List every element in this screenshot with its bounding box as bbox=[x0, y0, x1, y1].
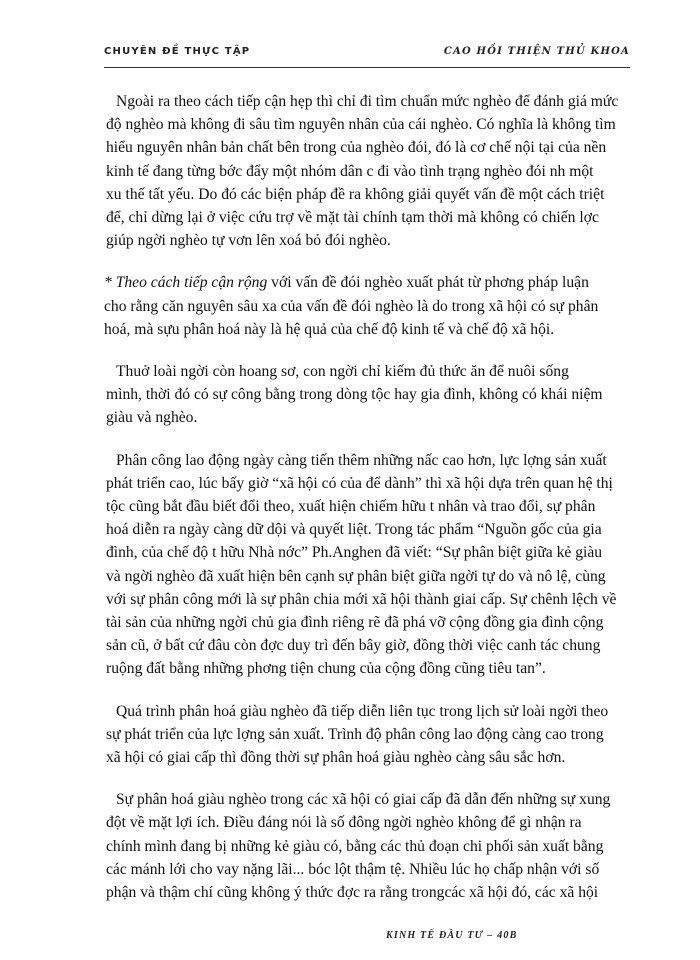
document-body bbox=[106, 80, 632, 923]
paragraph-line: đình, của chế độ t hữu Nhà nớc” Ph.Anghen đã viết: “Sự phân biệt giữa kẻ giàu bbox=[106, 544, 603, 562]
paragraph-line: mình, thời đó có sự công bằng trong dòng tộc hay gia đình, không có khái niệm bbox=[106, 386, 603, 404]
paragraph-line: tộc cũng bắt đầu biết đổi theo, xuất hiện chiếm hữu t nhân và trao đổi, sự phân bbox=[106, 498, 596, 516]
paragraph-line: giúp ngời nghèo tự vơn lên xoá bỏ đói nghèo. bbox=[106, 232, 391, 250]
header-rule bbox=[104, 67, 630, 68]
paragraph-line: chính mình đang bị những kẻ giàu có, bằng các thủ đoạn chi phối sản xuất bằng bbox=[106, 837, 604, 855]
paragraph-line: Thuở loài ngời còn hoang sơ, con ngời chỉ kiếm đủ thức ăn để nuôi sống bbox=[116, 363, 569, 381]
paragraph-3 bbox=[106, 360, 632, 430]
paragraph-line: và ngời nghèo đã xuất hiện bên cạnh sự phân biệt giữa ngời tự do và nô lệ, cùng bbox=[106, 567, 606, 585]
paragraph-2 bbox=[104, 271, 632, 341]
header-left-title: CHUYÊN ĐỀ THỰC TẬP bbox=[104, 46, 251, 57]
paragraph-line: hoá, mà sựu phân hoá này là hệ quả của chế độ kinh tế và chế độ xã hội. bbox=[104, 320, 555, 338]
paragraph-line: độ nghèo mà không đi sâu tìm nguyên nhân của cái nghèo. Có nghĩa là không tìm bbox=[106, 116, 616, 134]
paragraph-line: Ngoài ra theo cách tiếp cận hẹp thì chỉ đi tìm chuẩn mức nghèo để đánh giá mức bbox=[116, 93, 619, 110]
paragraph-line: hiểu nguyên nhân bản chất bên trong của nghèo đói, đó là cơ chế nội tại của nền bbox=[106, 139, 607, 157]
paragraph-5 bbox=[106, 700, 632, 770]
paragraph-line: để, chỉ dừng lại ở việc cứu trợ về mặt tài chính tạm thời mà không có chiến lợc bbox=[106, 209, 599, 227]
paragraph-line: giàu và nghèo. bbox=[106, 409, 198, 427]
paragraph-line: Quá trình phân hoá giàu nghèo đã tiếp diễn liên tục trong lịch sử loài ngời theo bbox=[116, 702, 609, 720]
paragraph-line: Sự phân hoá giàu nghèo trong các xã hội có giai cấp đã dẫn đến những sự xung bbox=[116, 791, 611, 809]
paragraph-line: kinh tế đang từng bớc đẩy một nhóm dân c đi vào tình trạng nghèo đói nh một bbox=[106, 162, 594, 180]
paragraph-line: xã hội có giai cấp thì đồng thời sự phân hoá giàu nghèo càng sâu sắc hơn. bbox=[106, 749, 566, 767]
paragraph-line: ruộng đất bằng những phơng tiện chung của cộng đồng cũng tiêu tan”. bbox=[106, 660, 546, 678]
paragraph-line: với sự phân công mới là sự phân chia mới xã hội thành giai cấp. Sự chênh lệch về bbox=[106, 590, 617, 608]
header-right-title: CAO HỒI THIỆN THỦ KHOA bbox=[443, 46, 630, 57]
paragraph-line: các mánh lới cho vay nặng lãi... bóc lột thậm tệ. Nhiều lúc họ chấp nhận với số bbox=[106, 860, 600, 878]
paragraph-line bbox=[104, 271, 632, 294]
paragraph-6 bbox=[106, 788, 632, 904]
page-footer: KINH TẾ ĐẦU TƯ – 40B bbox=[386, 930, 518, 941]
italic-lead: * Theo cách tiếp cận rộng bbox=[104, 274, 268, 292]
paragraph-line: đột về mặt lợi ích. Điều đáng nói là số đông ngời nghèo không để gì nhận ra bbox=[106, 814, 582, 832]
paragraph-line: phận và thậm chí cũng không ý thức đợc ra rằng trongcác xã hội đó, các xã hội bbox=[106, 884, 599, 902]
paragraph-1 bbox=[106, 90, 632, 252]
paragraph-line: cho rằng căn nguyên sâu xa của vấn đề đói nghèo là do trong xã hội có sự phân bbox=[104, 297, 599, 315]
paragraph-line: Phân công lao động ngày càng tiến thêm những nấc cao hơn, lực lợng sản xuất bbox=[116, 451, 607, 469]
paragraph-line: hoá diễn ra ngày càng dữ dội và quyết liệt. Trong tác phẩm “Nguồn gốc của gia bbox=[106, 521, 602, 539]
paragraph-line: tài sản của những ngời chủ gia đình riêng rẽ đã phá vỡ cộng đồng gia đình cộng bbox=[106, 614, 604, 632]
paragraph-line: sự phát triển của lực lợng sản xuất. Trình độ phân công lao động càng cao trong bbox=[106, 725, 604, 743]
paragraph-4 bbox=[106, 449, 632, 681]
paragraph-line-rest: với vấn đề đói nghèo xuất phát từ phơng pháp luận bbox=[267, 274, 589, 292]
paragraph-line: xu thế tất yếu. Do đó các biện pháp đề ra không giải quyết vấn đề một cách triệt bbox=[106, 185, 605, 203]
page-header bbox=[104, 40, 630, 68]
paragraph-line: sản cũ, ở bất cứ đâu còn đợc duy trì đến bây giờ, đồng thời việc canh tác chung bbox=[106, 637, 601, 655]
paragraph-line: phát triển cao, lúc bấy giờ “xã hội có của để dành” thì xã hội dựa trên quan hệ thị bbox=[106, 474, 613, 492]
